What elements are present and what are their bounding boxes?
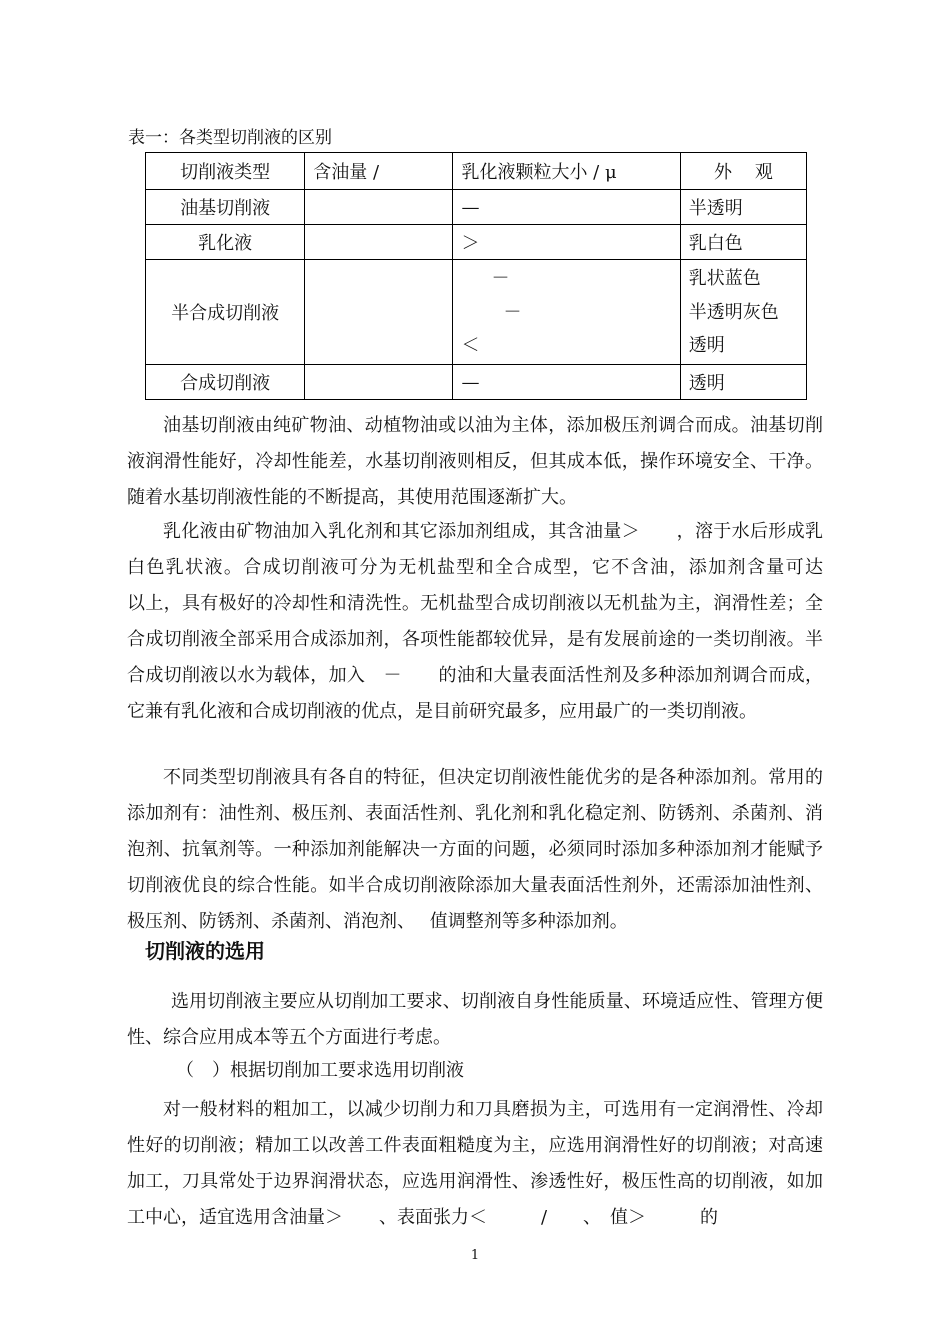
cell-oil	[305, 190, 453, 225]
cell-type: 油基切削液	[146, 190, 305, 225]
header-oil: 含油量 /	[305, 153, 453, 190]
appearance-line: 透明	[688, 335, 725, 356]
subheading: （ ）根据切削加工要求选用切削液	[176, 1060, 464, 1081]
paragraph: 对一般材料的粗加工，以减少切削力和刀具磨损为主，可选用有一定润滑性、冷却性好的切削液；精加工以改善工件表面粗糙度为主，应选用润滑性好的切削液；对高速加工，刀具常处于边界润滑状态，应选用润滑性、渗透性好，极压性高的切削液，如加工中心，适宜选用含油量＞ 、表面张力＜ / 、 值＞ 的	[127, 1099, 823, 1228]
cell-particle: —	[453, 365, 680, 400]
page-number: 1	[470, 1248, 480, 1263]
cell-type: 合成切削液	[146, 365, 305, 400]
cell-appearance: 半透明	[680, 190, 806, 225]
cell-appearance	[680, 260, 806, 365]
cell-type: 半合成切削液	[146, 260, 305, 365]
appearance-line: 乳状蓝色	[688, 268, 761, 289]
header-appearance: 外 观	[680, 153, 806, 190]
table-row	[146, 225, 807, 260]
particle-line: －	[503, 301, 522, 323]
cutting-fluid-table	[145, 152, 807, 400]
cell-oil	[305, 365, 453, 400]
cell-oil	[305, 260, 453, 365]
particle-line: ＜	[461, 335, 480, 356]
table-row	[146, 190, 807, 225]
cell-oil	[305, 225, 453, 260]
header-type: 切削液类型	[146, 153, 305, 190]
paragraph: 不同类型切削液具有各自的特征，但决定切削液性能优劣的是各种添加剂。常用的添加剂有：油性剂、极压剂、表面活性剂、乳化剂和乳化稳定剂、防锈剂、杀菌剂、消泡剂、抗氧剂等。一种添加剂能解决一方面的问题，必须同时添加多种添加剂才能赋予切削液优良的综合性能。如半合成切削液除添加大量表面活性剂外，还需添加油性剂、极压剂、防锈剂、杀菌剂、消泡剂、 值调整剂等多种添加剂。	[127, 767, 823, 932]
cell-appearance: 乳白色	[680, 225, 806, 260]
cell-appearance: 透明	[680, 365, 806, 400]
table-header-row	[146, 153, 807, 190]
header-particle: 乳化液颗粒大小 / μ	[453, 153, 680, 190]
cell-particle: ＞	[453, 225, 680, 260]
cell-type: 乳化液	[146, 225, 305, 260]
cell-particle: —	[453, 190, 680, 225]
table-row	[146, 260, 807, 365]
table-caption: 表一：各类型切削液的区别	[128, 128, 332, 148]
table-row	[146, 365, 807, 400]
paragraph: 油基切削液由纯矿物油、动植物油或以油为主体，添加极压剂调合而成。油基切削液润滑性能好，冷却性能差，水基切削液则相反，但其成本低，操作环境安全、干净。随着水基切削液性能的不断提高，其使用范围逐渐扩大。	[127, 415, 823, 508]
section-heading: 切削液的选用	[145, 939, 265, 963]
section-intro: 选用切削液主要应从切削加工要求、切削液自身性能质量、环境适应性、管理方便性、综合应用成本等五个方面进行考虑。	[127, 991, 823, 1048]
appearance-line: 半透明灰色	[688, 301, 779, 323]
cell-particle	[453, 260, 680, 365]
particle-line: －	[491, 268, 510, 289]
paragraph: 乳化液由矿物油加入乳化剂和其它添加剂组成，其含油量＞ ，溶于水后形成乳白色乳状液。合成切削液可分为无机盐型和全合成型，它不含油，添加剂含量可达 以上，具有极好的冷却性和清洗性。无机盐型合成切削液以无机盐为主，润滑性差；全合成切削液全部采用合成添加剂，各项性能都较优异，是有发展前途的一类切削液。半合成切削液以水为载体，加入 － 的油和大量表面活性剂及多种添加剂调合而成，它兼有乳化液和合成切削液的优点，是目前研究最多，应用最广的一类切削液。	[127, 521, 859, 722]
